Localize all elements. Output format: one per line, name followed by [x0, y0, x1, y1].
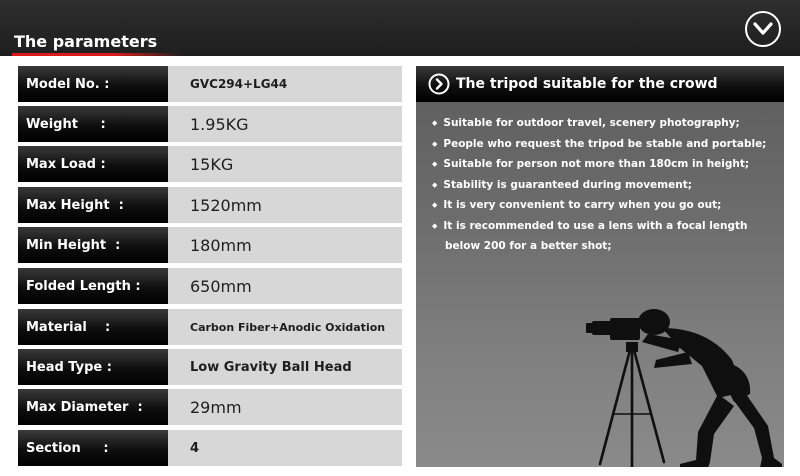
spec-row-head-type	[18, 349, 402, 385]
list-item	[432, 155, 782, 176]
diamond-bullet-icon: ◆	[432, 180, 438, 189]
list-item	[432, 176, 782, 197]
spec-value: 650mm	[168, 268, 402, 304]
spec-value: GVC294+LG44	[168, 66, 402, 102]
spec-row-folded-length	[18, 268, 402, 304]
diamond-bullet-icon: ◆	[432, 119, 438, 127]
spec-label: Section :	[18, 430, 168, 466]
list-item	[432, 135, 782, 156]
spec-row-max-diameter	[18, 389, 402, 425]
spec-value: 29mm	[168, 389, 402, 425]
spec-row-material	[18, 309, 402, 345]
bullet-text: It is recommended to use a lens with a focal length	[443, 219, 748, 232]
list-item	[432, 217, 782, 238]
panel-body	[416, 102, 784, 467]
header-bar	[0, 0, 800, 56]
spec-label: Material :	[18, 309, 168, 345]
page-title: The parameters	[14, 32, 158, 51]
bullet-text: Suitable for person not more than 180cm in height;	[443, 158, 750, 170]
spec-label: Head Type :	[18, 349, 168, 385]
spec-label: Weight :	[18, 106, 168, 142]
list-item	[432, 114, 782, 135]
photographer-silhouette-icon	[584, 302, 784, 467]
bullet-text: People who request the tripod be stable and portable;	[443, 137, 767, 150]
spec-label: Min Height :	[18, 227, 168, 263]
diamond-bullet-icon: ◆	[432, 160, 438, 168]
spec-value: Carbon Fiber+Anodic Oxidation	[168, 309, 402, 345]
chevron-right-circle-icon	[428, 73, 450, 95]
spec-label: Max Diameter :	[18, 389, 168, 425]
spec-value: Low Gravity Ball Head	[168, 349, 402, 385]
bullet-text: It is very convenient to carry when you go out;	[443, 199, 722, 211]
spec-value: 180mm	[168, 227, 402, 263]
expand-button[interactable]	[745, 11, 781, 47]
spec-label: Model No. :	[18, 66, 168, 102]
spec-value: 15KG	[168, 146, 402, 182]
spec-row-min-height	[18, 227, 402, 263]
bullet-text: Stability is guaranteed during movement;	[443, 178, 692, 191]
spec-label: Max Load :	[18, 146, 168, 182]
spec-value: 1.95KG	[168, 106, 402, 142]
spec-row-weight	[18, 106, 402, 142]
spec-value: 1520mm	[168, 187, 402, 223]
list-item	[432, 196, 782, 217]
spec-label: Folded Length :	[18, 268, 168, 304]
bullet-list	[432, 114, 782, 257]
chevron-down-icon	[753, 22, 773, 36]
spec-row-section	[18, 430, 402, 466]
bullet-text: Suitable for outdoor travel, scenery photography;	[443, 117, 740, 129]
spec-row-max-height	[18, 187, 402, 223]
diamond-bullet-icon: ◆	[432, 139, 438, 148]
spec-row-model	[18, 66, 402, 102]
spec-value: 4	[168, 430, 402, 466]
diamond-bullet-icon: ◆	[432, 221, 438, 230]
panel-header	[416, 66, 784, 102]
spec-row-max-load	[18, 146, 402, 182]
diamond-bullet-icon: ◆	[432, 201, 438, 209]
list-item-continuation: below 200 for a better shot;	[445, 240, 612, 252]
panel-title: The tripod suitable for the crowd	[456, 76, 718, 92]
title-underline	[12, 53, 182, 56]
suitability-panel	[416, 66, 784, 467]
spec-label: Max Height :	[18, 187, 168, 223]
